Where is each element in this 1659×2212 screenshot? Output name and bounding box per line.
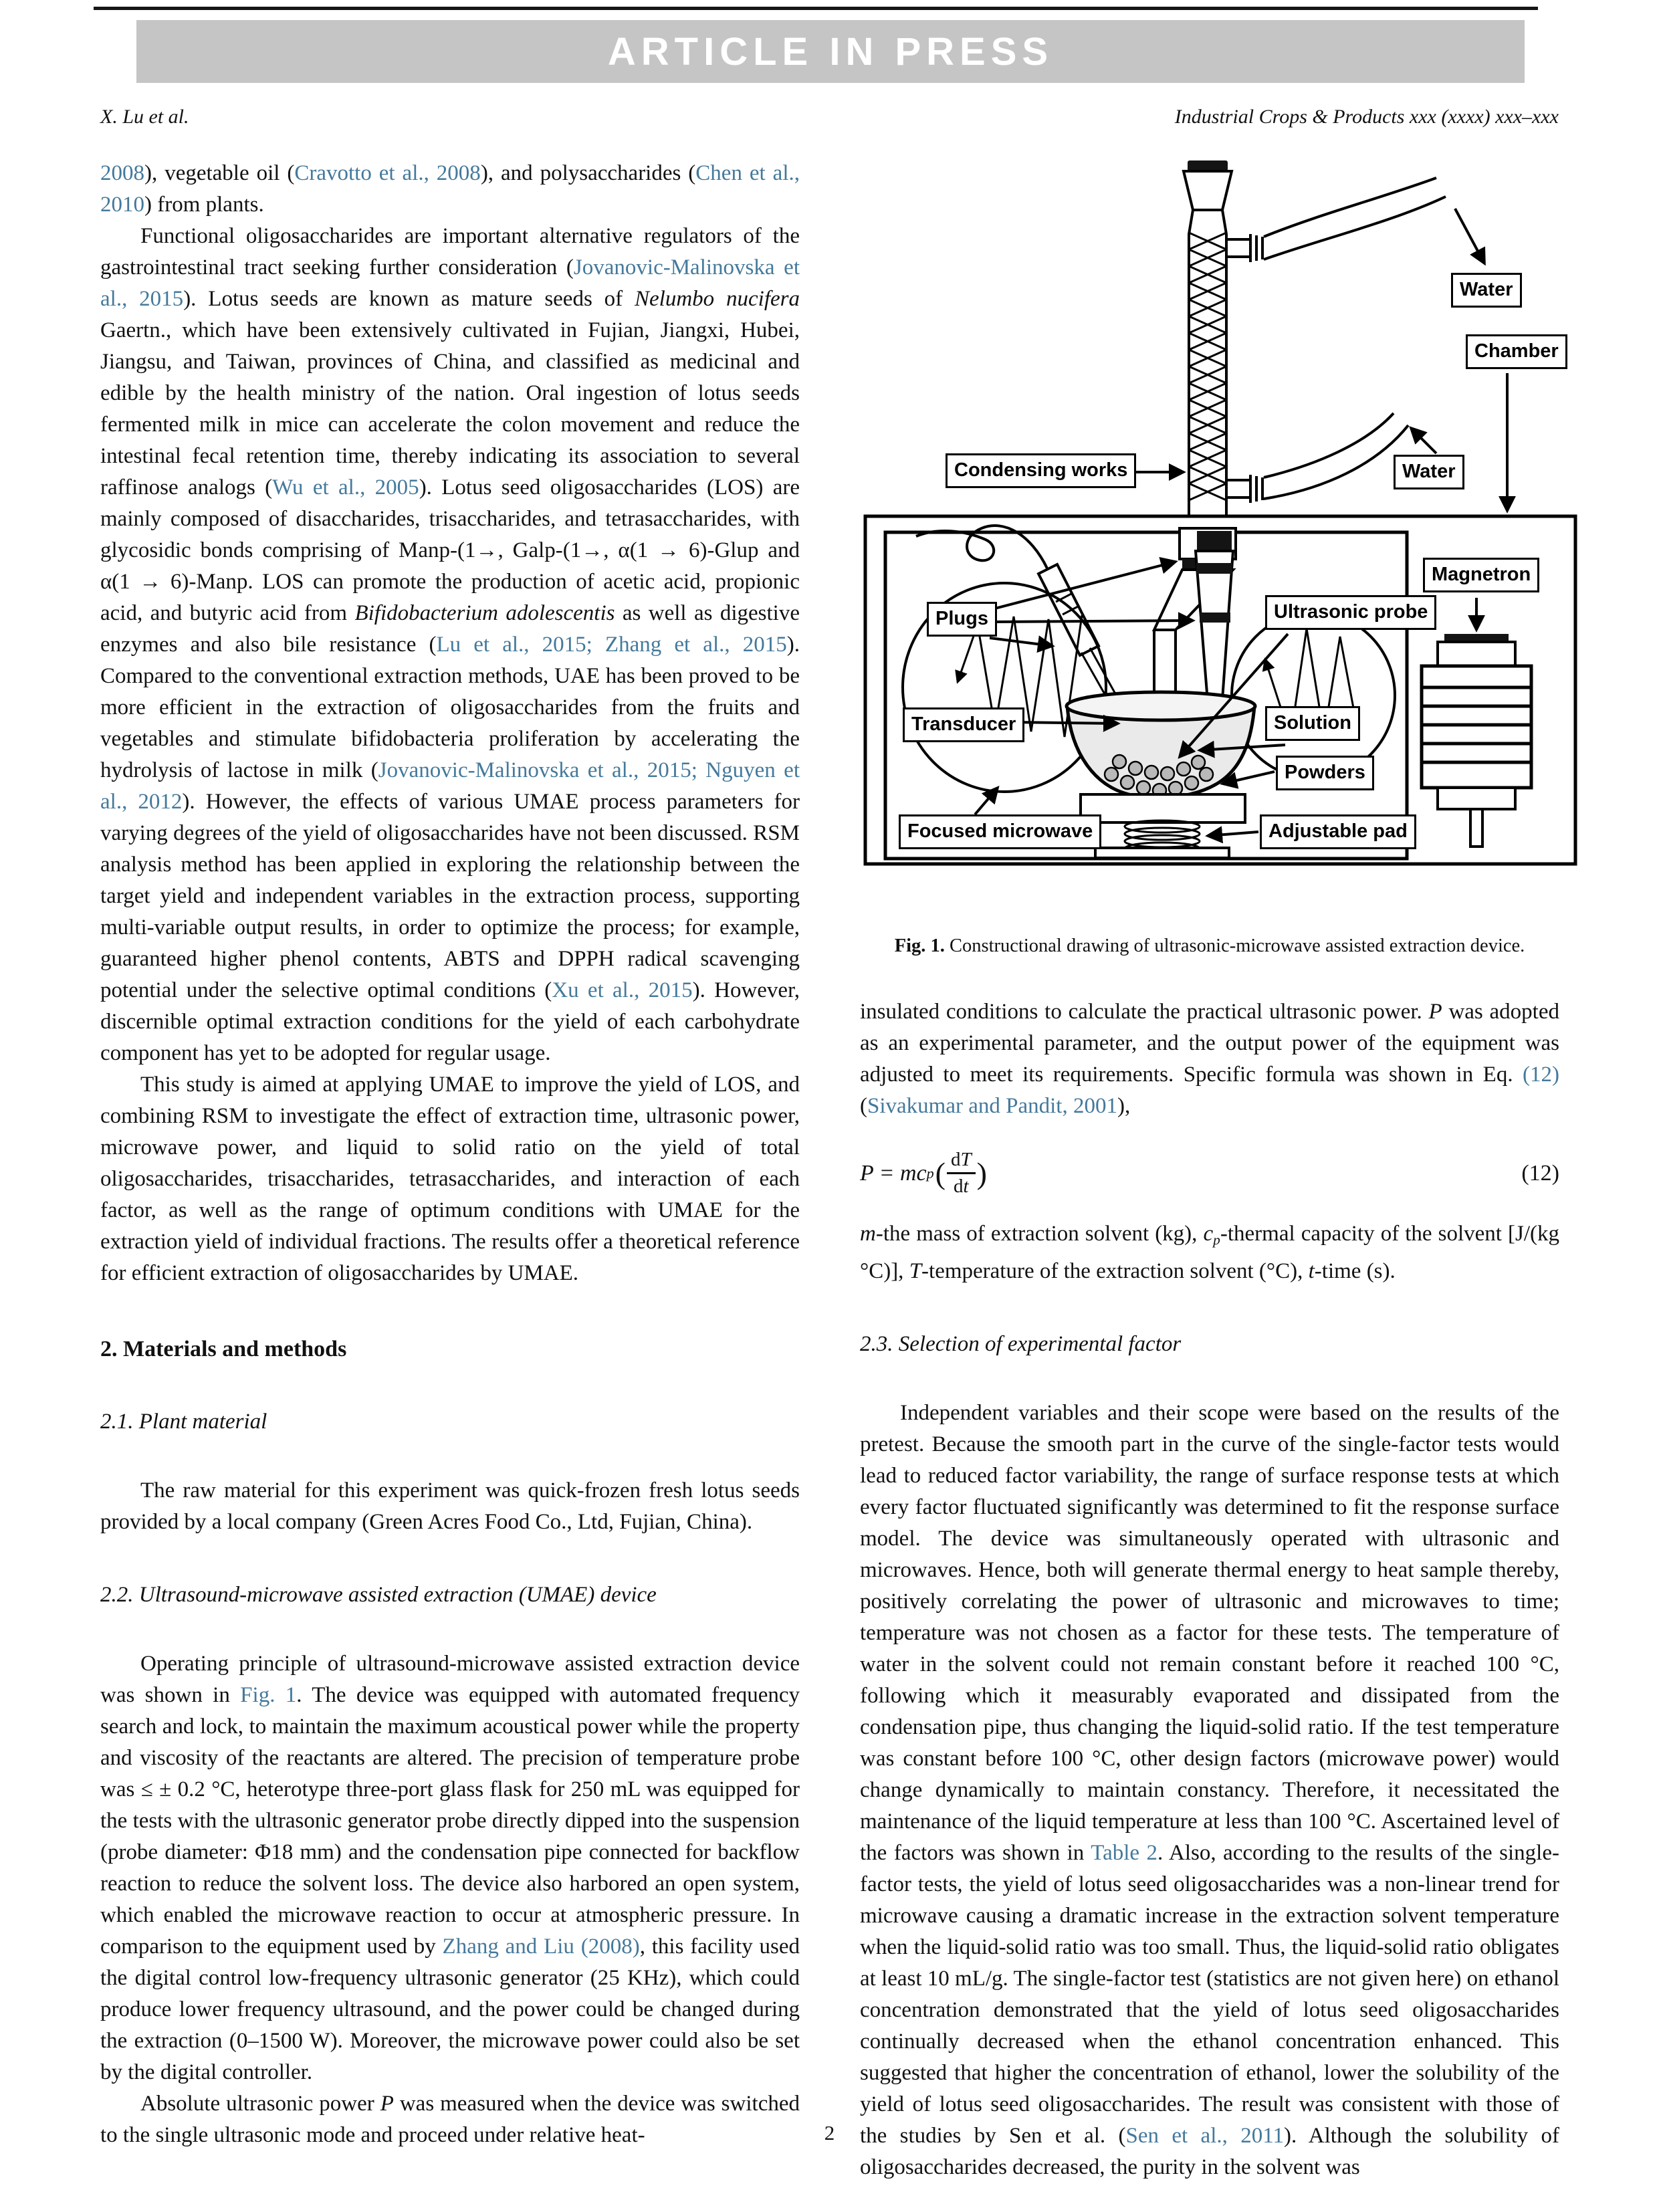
text-run: 2. Materials and methods (100, 1337, 347, 1361)
text-run: 2.1. Plant material (100, 1410, 267, 1434)
running-head-authors: X. Lu et al. (100, 106, 189, 128)
text-run: ). Lotus seed oligosaccharides (LOS) are mainly composed of disaccharides, trisaccharides, and tetrasaccharides, with glycosidic bonds comprising of Manp-(1→, Galp-(1→, α(1 → 6)-Glup and α(1 → 6)-Manp. LOS can promote the production of acetic acid, propionic acid, and butyric acid from (100, 475, 800, 625)
paragraph (860, 1218, 1559, 1287)
figure-label-powders: Powders (1276, 756, 1374, 790)
citation-link[interactable]: Sen et al., 2011 (1125, 2123, 1284, 2148)
figure-caption-label: Fig. 1. (894, 935, 945, 956)
right-wave-ellipse (1232, 613, 1395, 778)
text-run: p (1213, 1231, 1220, 1248)
text-run: ), vegetable oil ( (144, 161, 295, 185)
text-run: insulated conditions to calculate the practical ultrasonic power. (860, 1000, 1429, 1024)
text-run: ) from plants. (144, 193, 264, 217)
right-column-text-before-equation (860, 996, 1559, 1122)
citation-link[interactable]: 2008 (100, 161, 144, 185)
article-in-press-banner: ARTICLE IN PRESS (136, 20, 1525, 83)
text-run: Operating principle of ultrasound-microwave assisted extraction device was shown in (100, 1652, 800, 1707)
text-run: ). However, the effects of various UMAE process parameters for varying degrees of the yield of oligosaccharides have not been discussed. RSM analysis method has been applied in exploring the relationship between the target yield and independent variables in the extraction process, supporting multi-variable output results, in order to optimize the process; for example, guaranteed higher phenol contents, ABTS and DPPH radical scavenging potential under the selective optimal conditions ( (100, 790, 800, 1002)
text-run: ), (1117, 1094, 1131, 1118)
text-run: -thermal capacity of the solvent [J/(kg °C)], (860, 1221, 1559, 1283)
figure-label-focused-microwave: Focused microwave (899, 814, 1101, 849)
condenser-wall-right (1222, 210, 1226, 517)
bottom-hose-barb (1226, 475, 1262, 503)
figure-label-condensing-works: Condensing works (946, 453, 1136, 488)
figure-label-solution: Solution (1265, 706, 1360, 741)
equation-12 (860, 1149, 1559, 1198)
citation-link[interactable]: Jovanovic-Malinovska et al., 2015 (100, 255, 800, 311)
page-top-rule (94, 7, 1538, 10)
left-column (100, 158, 800, 2151)
left-probe-handle (1038, 564, 1099, 655)
text-run: Nelumbo nucifera (635, 287, 800, 311)
citation-link[interactable]: Jovanovic-Malinovska et al., 2015; Nguyen et al., 2012 (100, 758, 800, 814)
text-run: Bifidobacterium adolescentis (354, 601, 615, 625)
magnetron-neck (1438, 642, 1515, 666)
figure-label-chamber: Chamber (1466, 334, 1567, 369)
page-number: 2 (824, 2121, 835, 2144)
text-run: Independent variables and their scope were based on the results of the pretest. Because the smooth part in the curve of the single-factor tests would lead to reduced factor variability, the range of surface response tests at which every factor fluctuated significantly was determined to fit the response surface model. The device was simultaneously operated with ultrasonic and microwaves. Hence, both will generate thermal energy to heat sample thereby, positively correlating the power of ultrasonic and microwaves to time; temperature was not chosen as a factor for these tests. The temperature of water in the solvent could not remain constant before it reached 100 °C, following which it measurably evaporated and dissipated from the condensation pipe, thus changing the liquid-solid ratio. If the test temperature was constant before 100 °C, other design factors (microwave power) would change dynamically to maintain constancy. Therefore, it necessitated the maintenance of the liquid temperature at less than 100 °C. Ascertained level of the factors was shown in (860, 1400, 1559, 1865)
transducer-arrow (1011, 722, 1118, 724)
figure-label-transducer: Transducer (903, 707, 1024, 742)
citation-link[interactable]: Wu et al., 2005 (272, 475, 419, 500)
figure-label-water-bottom: Water (1394, 455, 1464, 489)
paragraph (100, 1648, 800, 2088)
section-heading (100, 1333, 800, 1365)
text-run: P (1428, 1000, 1442, 1024)
plugs-arrow-2 (990, 621, 1193, 622)
flask-rim (1067, 692, 1255, 720)
running-head-journal: Industrial Crops & Products xxx (xxxx) xxx–xxx (1174, 106, 1559, 128)
umae-device-drawing (860, 152, 1581, 869)
text-run: Functional oligosaccharides are important alternative regulators of the gastrointestinal tract seeking further consideration ( (100, 224, 800, 280)
text-run: was adopted as an experimental parameter, and the output power of the equipment was adjusted to meet its requirements. Specific formula was shown in Eq. (860, 1000, 1559, 1087)
citation-link[interactable]: Xu et al., 2015 (552, 978, 693, 1002)
citation-link[interactable]: Sivakumar and Pandit, 2001 (867, 1094, 1117, 1118)
text-run: T (909, 1258, 922, 1283)
figure-label-water-top: Water (1451, 273, 1522, 308)
text-run: -temperature of the extraction solvent (°C), (921, 1258, 1309, 1283)
figure-label-ultrasonic-probe: Ultrasonic probe (1265, 595, 1436, 630)
text-run: t (1308, 1258, 1315, 1283)
figure-label-adjustable-pad: Adjustable pad (1260, 814, 1416, 849)
adjustable-pad-arrow (1208, 832, 1258, 836)
text-run: 2.2. Ultrasound-microwave assisted extraction (UMAE) device (100, 1583, 657, 1607)
magnetron-fins (1422, 687, 1531, 762)
citation-link[interactable]: Table 2 (1091, 1840, 1158, 1865)
section-heading (100, 1579, 800, 1611)
right-column (860, 152, 1559, 2183)
text-run: as well as digestive enzymes and also bile resistance ( (100, 601, 800, 657)
text-run: . The device was equipped with automated frequency search and lock, to maintain the maximum acoustical power while the property and viscosity of the reactants are altered. The precision of temperature probe was ≤ ± 0.2 °C, heterotype three-port glass flask for 250 mL was equipped for the tests with the ultrasonic generator probe directly dipped into the suspension (probe diameter: Φ18 mm) and the condensation pipe connected for backflow reaction to reduce the solvent loss. The device also harbored an open system, which enabled the microwave reaction to occur at atmospheric pressure. In comparison to the equipment used by (100, 1683, 800, 1959)
text-run: The raw material for this experiment was quick-frozen fresh lotus seeds provided by a local company (Green Acres Food Co., Ltd, Fujian, China). (100, 1478, 800, 1534)
section-heading (860, 1329, 1559, 1360)
bottom-hose-line1 (1264, 413, 1394, 477)
glass-joint (1184, 171, 1232, 210)
focused-microwave-arrow (975, 788, 998, 814)
text-run: ( (860, 1094, 867, 1118)
condenser-cap (1188, 160, 1228, 171)
equation-number: (12) (1521, 1161, 1559, 1186)
right-port-cap (1197, 531, 1232, 551)
text-run: P (380, 2092, 394, 2116)
paragraph (100, 158, 800, 221)
top-hose-line1 (1264, 178, 1436, 237)
equation-body: P = mc p ( $\frac{dT}{dt}$ ) (860, 1149, 987, 1198)
magnetron-stack (1422, 666, 1531, 788)
condenser-coil (1189, 233, 1226, 500)
right-probe-band1 (1196, 563, 1232, 574)
text-run: ). Lotus seeds are known as mature seeds of (183, 287, 635, 311)
paragraph (860, 996, 1559, 1122)
equation-fraction: $\frac{dT}{dt}$ (947, 1149, 976, 1198)
citation-link[interactable]: Zhang and Liu (2008) (442, 1934, 640, 1959)
water-top-arrow (1455, 209, 1484, 263)
figure-1 (860, 152, 1581, 869)
citation-link[interactable]: (12) (1523, 1063, 1559, 1087)
spring-base (1095, 848, 1229, 858)
text-run: ). However, discernible optimal extraction conditions for the yield of each carbohydrate component has yet to be adopted for regular usage. (100, 978, 800, 1065)
text-run: was measured when the device was switched to the single ultrasonic mode and proceed under relative heat- (100, 2092, 800, 2147)
text-run: , this facility used the digital control low-frequency ultrasonic generator (25 KHz), which could produce lower frequency ultrasound, and the power could be changed during the extraction (0–1500 W). Moreover, the microwave power could also be set by the digital controller. (100, 1934, 800, 2084)
text-run: ). Although the solubility of oligosaccharides decreased, the purity in the solvent was (860, 2123, 1560, 2179)
text-run: ), and polysaccharides ( (480, 161, 696, 185)
water-bottom-arrow (1411, 428, 1436, 453)
paragraph (860, 1398, 1559, 2183)
top-hose-barb (1226, 234, 1262, 262)
text-run: Absolute ultrasonic power (140, 2092, 380, 2116)
magnetron-pin (1470, 809, 1482, 847)
section-heading (100, 1406, 800, 1438)
text-run: . Also, according to the results of the single-factor tests, the yield of lotus seed oligosaccharides was a non-linear trend for microwave causing a dramatic increase in the extraction solvent temperature when the liquid-solid ratio was too small. Thus, the liquid-solid ratio obligates at least 10 mL/g. The single-factor test (statistics are not given here) on ethanol concentration demonstrated that the yield of lotus seed oligosaccharides continually decreased when the ethanol concentration enhanced. This suggested that higher the concentration of ethanol, lower the solubility of the yield of lotus seed oligosaccharides. The result was consistent with those of the studies by Sen et al. ( (860, 1840, 1559, 2148)
paragraph (100, 1475, 800, 1538)
figure-label-magnetron: Magnetron (1423, 558, 1539, 592)
plugs-arrow-1 (990, 562, 1176, 610)
paragraph (100, 1069, 800, 1289)
condenser-wall-left (1189, 210, 1193, 517)
text-run: Gaertn., which have been extensively cultivated in Fujian, Jiangxi, Hubei, Jiangsu, and Taiwan, provinces of China, and classified as medicinal and edible by the health ministry of the nation. Oral ingestion of lotus seeds fermented milk in mice can accelerate the colon movement and reduce the intestinal fecal retention time, thereby indicating its association to several raffinose analogs ( (100, 318, 800, 500)
bottom-hose-line2 (1264, 425, 1408, 499)
right-probe-band2 (1200, 613, 1230, 623)
citation-link[interactable]: Fig. 1 (240, 1683, 297, 1707)
magnetron-base (1438, 788, 1515, 809)
right-column-text-after-equation (860, 1218, 1559, 2183)
text-run: c (1203, 1221, 1214, 1246)
plugs-arrow-3 (990, 638, 1053, 646)
paragraph (100, 221, 800, 1069)
text-run: This study is aimed at applying UMAE to improve the yield of LOS, and combining RSM to investigate the effect of extraction time, ultrasonic power, microwave power, and liquid to solid ratio on the yield of total oligosaccharides, trisaccharides, tetrasaccharides, and interaction of each factor, as well as the range of optimum conditions with UMAE for the extraction yield of individual fractions. The results offer a theoretical reference for efficient extraction of oligosaccharides by UMAE. (100, 1073, 800, 1285)
text-run: ). Compared to the conventional extraction methods, UAE has been proved to be more efficient in the extraction of oligosaccharides from the fruits and vegetables and stimulate bifidobacteria proliferation by accelerating the hydrolysis of lactose in milk ( (100, 633, 800, 782)
text-run: -time (s). (1314, 1258, 1396, 1283)
text-run: m (860, 1221, 876, 1246)
citation-link[interactable]: Lu et al., 2015; Zhang et al., 2015 (436, 633, 787, 657)
figure-caption-text: Constructional drawing of ultrasonic-microwave assisted extraction device. (944, 935, 1525, 956)
citation-link[interactable]: Chen et al., 2010 (100, 161, 800, 217)
text-run: -the mass of extraction solvent (kg), (875, 1221, 1204, 1246)
citation-link[interactable]: Cravotto et al., 2008 (294, 161, 481, 185)
figure-caption (860, 933, 1559, 959)
figure-label-plugs: Plugs (927, 602, 997, 637)
text-run: 2.3. Selection of experimental factor (860, 1331, 1182, 1356)
flask-platform (1081, 794, 1245, 822)
